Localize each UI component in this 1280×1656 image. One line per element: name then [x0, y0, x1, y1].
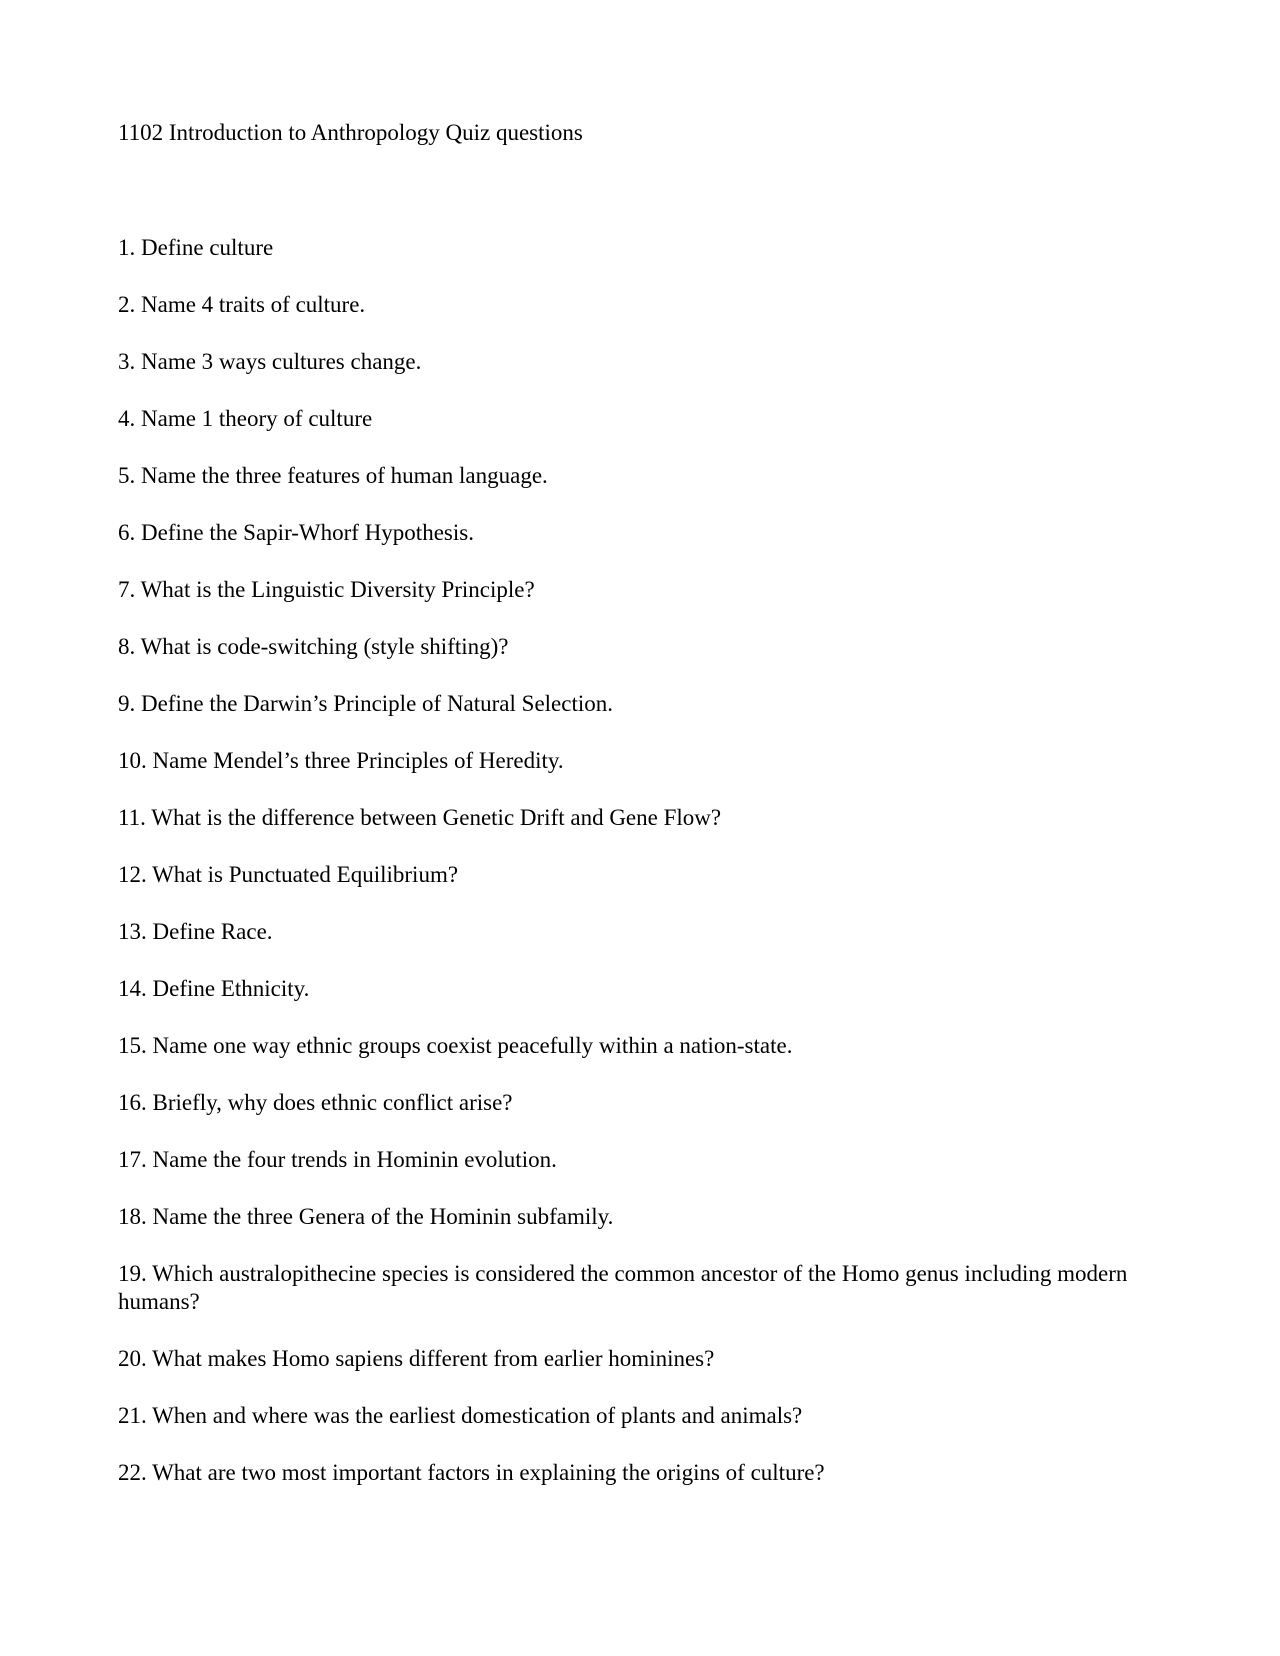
- question-list: [118, 234, 1163, 1487]
- question-item: 16. Briefly, why does ethnic conflict arise?: [118, 1090, 513, 1115]
- document-title: 1102 Introduction to Anthropology Quiz questions: [118, 120, 583, 145]
- question-item: 9. Define the Darwin’s Principle of Natural Selection.: [118, 691, 613, 716]
- question-item: 14. Define Ethnicity.: [118, 976, 310, 1001]
- question-item: 21. When and where was the earliest domestication of plants and animals?: [118, 1403, 803, 1428]
- question-item: 11. What is the difference between Genetic Drift and Gene Flow?: [118, 805, 722, 830]
- question-item: 1. Define culture: [118, 235, 274, 260]
- question-item: 7. What is the Linguistic Diversity Principle?: [118, 577, 535, 602]
- question-item: 18. Name the three Genera of the Hominin subfamily.: [118, 1204, 614, 1229]
- question-item: 4. Name 1 theory of culture: [118, 406, 373, 431]
- question-item: 17. Name the four trends in Hominin evolution.: [118, 1147, 557, 1172]
- question-item: 19. Which australopithecine species is considered the common ancestor of the Homo genus including modern humans?: [118, 1261, 1128, 1314]
- question-item: 15. Name one way ethnic groups coexist peacefully within a nation-state.: [118, 1033, 793, 1058]
- question-item: 13. Define Race.: [118, 919, 273, 944]
- question-item: 22. What are two most important factors in explaining the origins of culture?: [118, 1460, 825, 1485]
- question-item: 20. What makes Homo sapiens different from earlier hominines?: [118, 1346, 715, 1371]
- question-item: 10. Name Mendel’s three Principles of Heredity.: [118, 748, 564, 773]
- question-item: 12. What is Punctuated Equilibrium?: [118, 862, 459, 887]
- question-item: 6. Define the Sapir-Whorf Hypothesis.: [118, 520, 474, 545]
- question-item: 3. Name 3 ways cultures change.: [118, 349, 422, 374]
- question-item: 8. What is code-switching (style shifting)?: [118, 634, 509, 659]
- question-item: 2. Name 4 traits of culture.: [118, 292, 366, 317]
- question-item: 5. Name the three features of human language.: [118, 463, 548, 488]
